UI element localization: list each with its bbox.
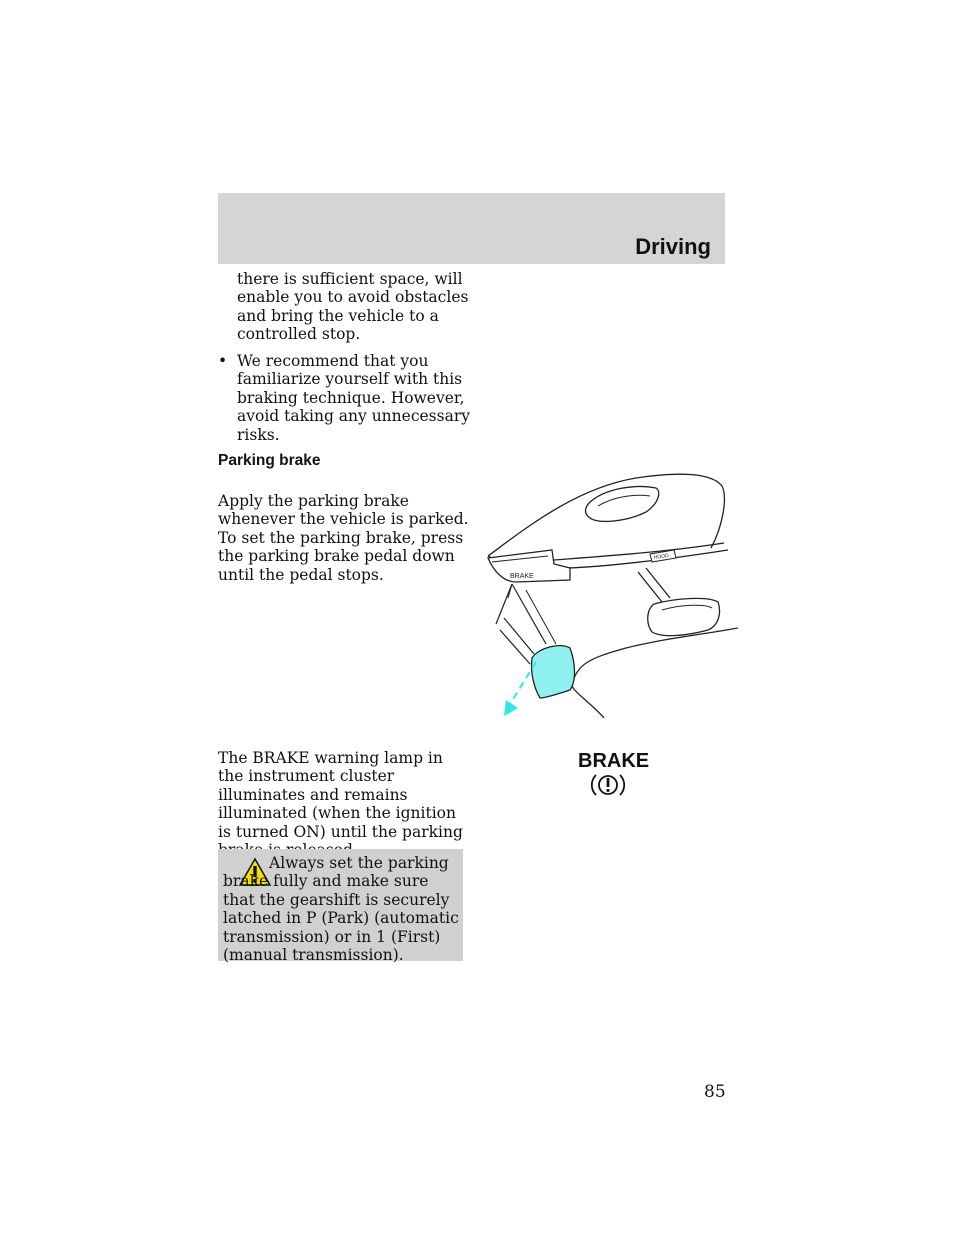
dash-vent-inner — [598, 495, 650, 506]
warning-text: Always set the parking brake fully and make sure that the gearshift is securely latched in P (Park) (automatic transmission) or in 1 (First) (manual transmission). — [223, 854, 459, 965]
section-heading: Parking brake — [218, 452, 321, 469]
hood-release-label: HOOD — [653, 552, 670, 561]
floor-contour — [572, 628, 738, 686]
apply-paragraph: Apply the parking brake whenever the vehicle is parked. To set the parking brake, press the parking brake pedal down until the pedal stops. — [218, 492, 469, 584]
pedal-arm — [638, 568, 670, 602]
bullet-symbol: • — [218, 352, 228, 370]
parking-pedal-arm-2 — [508, 584, 556, 644]
continued-paragraph: there is sufficient space, will enable you to avoid obstacles and bring the vehicle to a controlled stop. — [237, 270, 469, 344]
dashboard-lower-line — [554, 543, 724, 560]
brake-lamp-label: BRAKE — [578, 750, 650, 772]
lamp-paragraph: The BRAKE warning lamp in the instrument cluster illuminates and remains illuminated (when the ignition is turned ON) until the parking — [218, 749, 463, 841]
accelerator-pedal — [648, 598, 720, 635]
parking-brake-illustration — [486, 468, 738, 726]
dash-vent — [586, 487, 659, 522]
push-direction-arrowhead — [504, 700, 518, 716]
floor-curve — [572, 686, 604, 718]
bullet-item — [218, 352, 478, 444]
header-band — [218, 193, 725, 264]
dashboard-outline — [488, 474, 724, 556]
page-number: 85 — [704, 1082, 726, 1102]
brake-warning-icon — [588, 772, 628, 798]
parking-brake-pedal — [531, 646, 574, 698]
bullet-text: We recommend that you familiarize yourself with this braking technique. However, avoid taking any unnecessary risks. — [237, 352, 470, 444]
warning-box — [218, 849, 463, 965]
brake-handle-label: BRAKE — [510, 573, 534, 580]
section-title: Driving — [635, 234, 711, 259]
